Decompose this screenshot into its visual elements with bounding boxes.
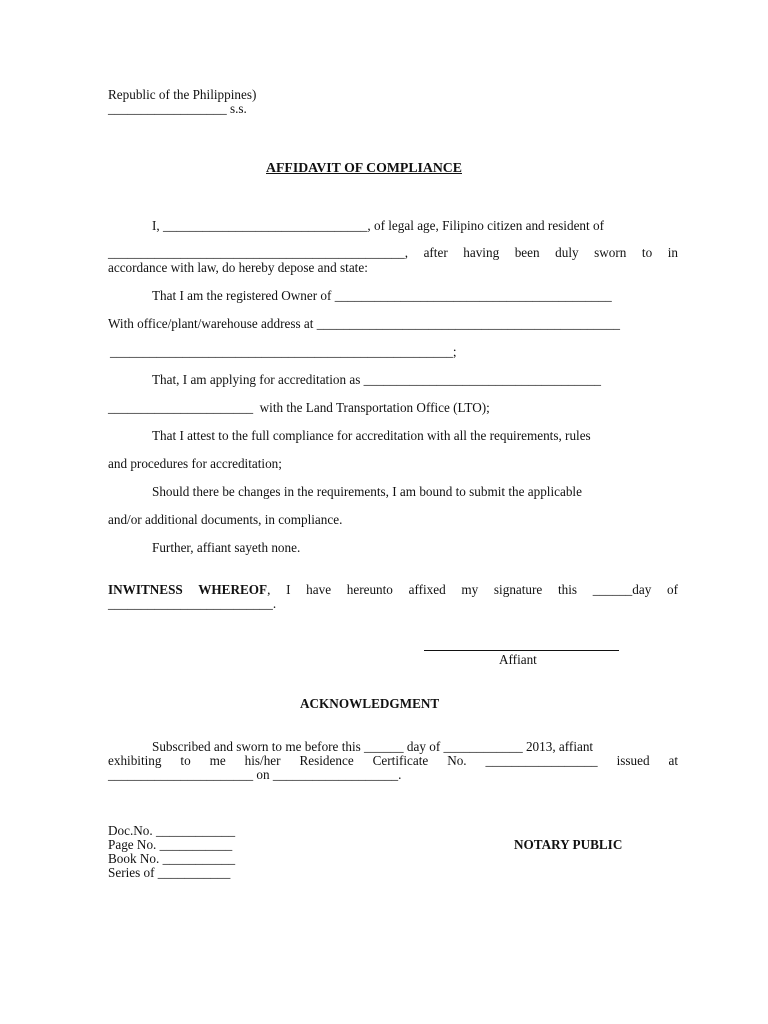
- attest-line: That I attest to the full compliance for accreditation with all the requirements, rules: [152, 428, 591, 443]
- issued-line: ______________________ on ___________________.: [108, 767, 402, 782]
- owner-line: That I am the registered Owner of __________________________________________: [152, 288, 612, 303]
- ss-line: __________________ s.s.: [108, 101, 247, 116]
- affiant-label: Affiant: [499, 652, 537, 667]
- changes-line-2: and/or additional documents, in compliance.: [108, 512, 343, 527]
- residence-line: _____________________________________________, after having been duly sworn to in: [108, 245, 678, 260]
- witness-bold: INWITNESS WHEREOF: [108, 582, 268, 597]
- acknowledgment-title: ACKNOWLEDGMENT: [300, 696, 440, 711]
- witness-text: , I have hereunto affixed my signature this ______day of: [267, 582, 678, 597]
- series-field: Series of ___________: [108, 865, 231, 880]
- attest-line-2: and procedures for accreditation;: [108, 456, 282, 471]
- doc-no-field: Doc.No. ____________: [108, 823, 236, 838]
- depose-line: accordance with law, do hereby depose and state:: [108, 260, 368, 275]
- residence-certificate-line: exhibiting to me his/her Residence Certificate No. _________________ issued at: [108, 753, 678, 768]
- witness-line: [108, 583, 678, 597]
- changes-line: Should there be changes in the requirements, I am bound to submit the applicable: [152, 484, 582, 499]
- witness-date-line: _________________________.: [108, 596, 277, 611]
- document-title: AFFIDAVIT OF COMPLIANCE: [266, 160, 462, 175]
- accreditation-line: That, I am applying for accreditation as ____________________________________: [152, 372, 602, 387]
- book-no-field: Book No. ___________: [108, 851, 236, 866]
- signature-line: [424, 650, 619, 651]
- address-continuation-line: ____________________________________________________;: [110, 344, 457, 359]
- address-line: With office/plant/warehouse address at ______________________________________________: [108, 316, 621, 331]
- lto-line: ______________________ with the Land Transportation Office (LTO);: [108, 400, 490, 415]
- notary-public-label: NOTARY PUBLIC: [514, 837, 623, 852]
- further-line: Further, affiant sayeth none.: [152, 540, 301, 555]
- affiant-intro-line: I, _______________________________, of legal age, Filipino citizen and resident of: [152, 218, 604, 233]
- subscribed-line: Subscribed and sworn to me before this ______ day of ____________ 2013, affiant: [152, 739, 594, 754]
- republic-heading: Republic of the Philippines): [108, 87, 257, 102]
- page-no-field: Page No. ___________: [108, 837, 233, 852]
